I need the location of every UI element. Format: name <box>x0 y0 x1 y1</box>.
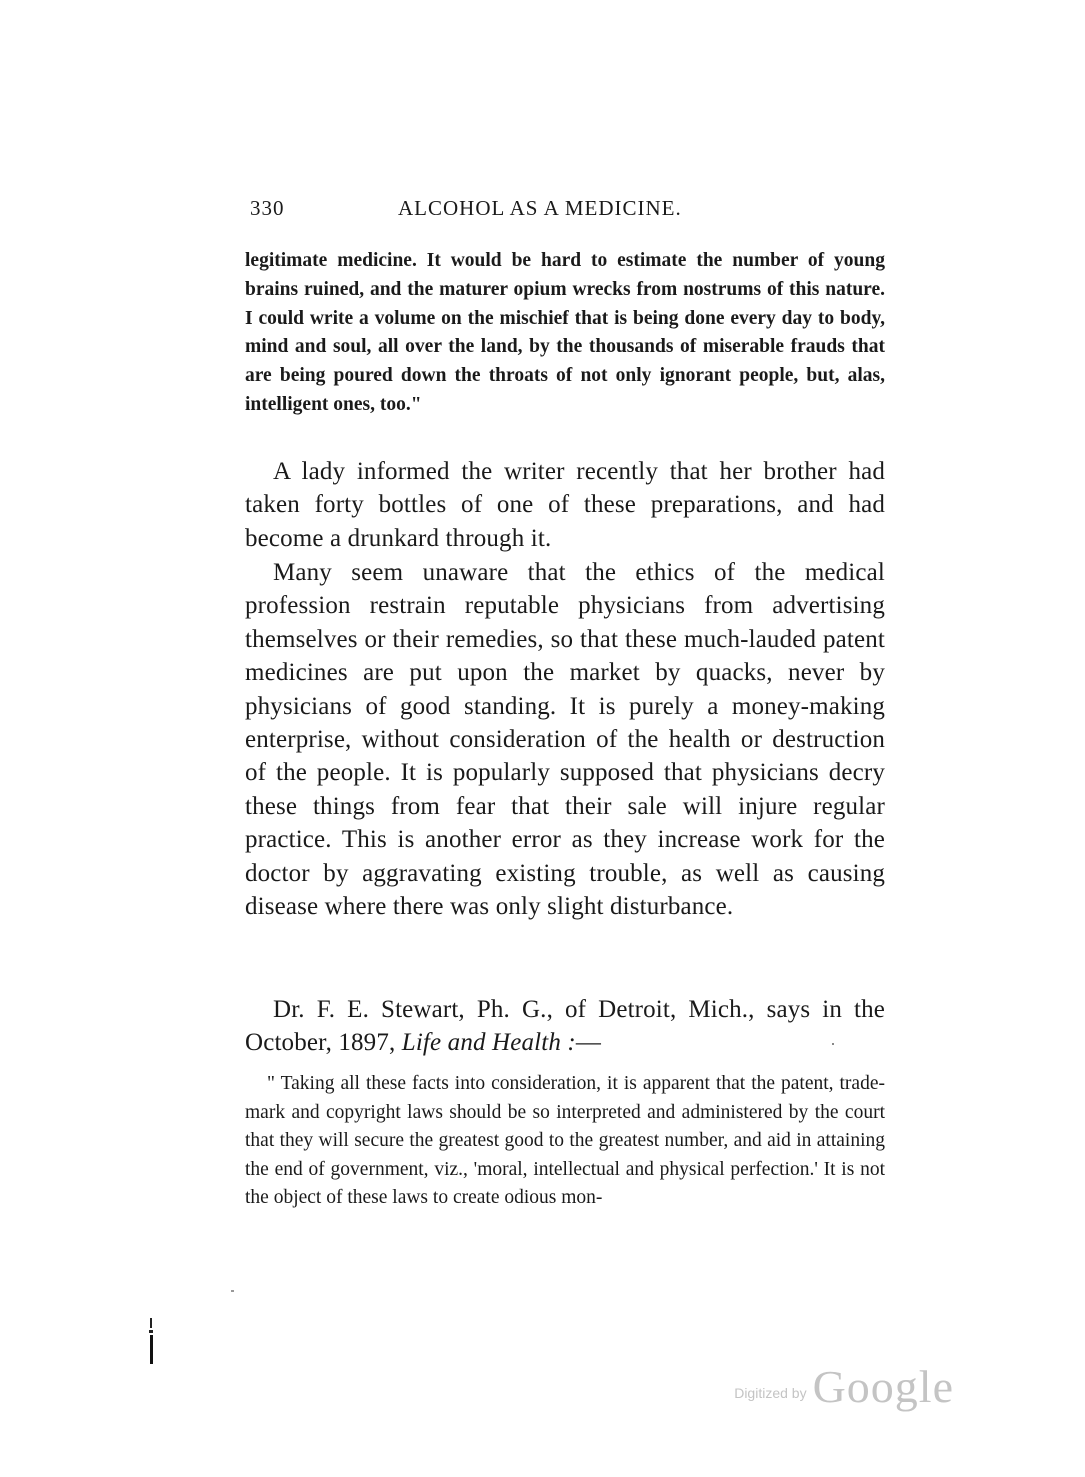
binding-mark <box>148 1318 154 1364</box>
paragraph-lady <box>245 455 885 555</box>
paragraph-ethics <box>245 556 885 923</box>
scan-speck <box>231 1290 234 1292</box>
digitized-watermark <box>714 1358 954 1410</box>
watermark-prefix: Digitized by <box>734 1385 807 1401</box>
quote-text: legitimate medicine. It would be hard to estimate the number of young brains ruined, and the maturer opium wrecks from nostrums of this nature. I could write a volume on the mischief that is being done every day to body, mind and soul, all over the land, by the thousands of miserable frauds that are being poured down the throats of not only ignorant people, but, alas, intelligent ones, too." <box>245 250 885 415</box>
scan-speck <box>832 1043 834 1045</box>
quoted-passage-top <box>245 247 885 420</box>
paragraph-stewart <box>245 993 885 1060</box>
page-number: 330 <box>250 196 285 220</box>
paragraph-text: A lady informed the writer recently that her brother had taken forty bottles of one of these preparations, and had become a drunkard through it. <box>245 458 885 552</box>
paragraph-text: Many seem unaware that the ethics of the medical profession restrain reputable physicians from advertising themselves or their remedies, so that these much-lauded patent medicines are put upon the market by quacks, never by physicians of good standing. It is purely a money-making enterprise, without consideration of the health or destruction of the people. It is popularly supposed that physicians decry these things from fear that their sale will injure regular practice. This is another error as they increase work for the doctor by aggravating existing trouble, as well as causing disease where there was only slight disturbance. <box>245 559 885 921</box>
citation-dash: — <box>575 1029 601 1057</box>
publication-title: Life and Health : <box>401 1029 576 1057</box>
paragraph-citation <box>245 993 885 1060</box>
page-header <box>250 196 890 230</box>
citation-lead: Dr. F. E. Stewart, Ph. G., of Detroit, Mich., says in the October, 1897, <box>245 996 885 1057</box>
google-logo: Google <box>812 1361 954 1412</box>
quote-text: " Taking all these facts into consideration, it is apparent that the patent, trade-mark and copyright laws should be so interpreted and administered by the court that they will secure the greatest good to the greatest number, and aid in attaining the end of government, viz., 'moral, intellectual and physical perfection.' It is not the object of these laws to create odious mon- <box>245 1073 885 1209</box>
quoted-passage-bottom <box>245 1070 885 1213</box>
running-title: ALCOHOL AS A MEDICINE. <box>398 196 682 220</box>
